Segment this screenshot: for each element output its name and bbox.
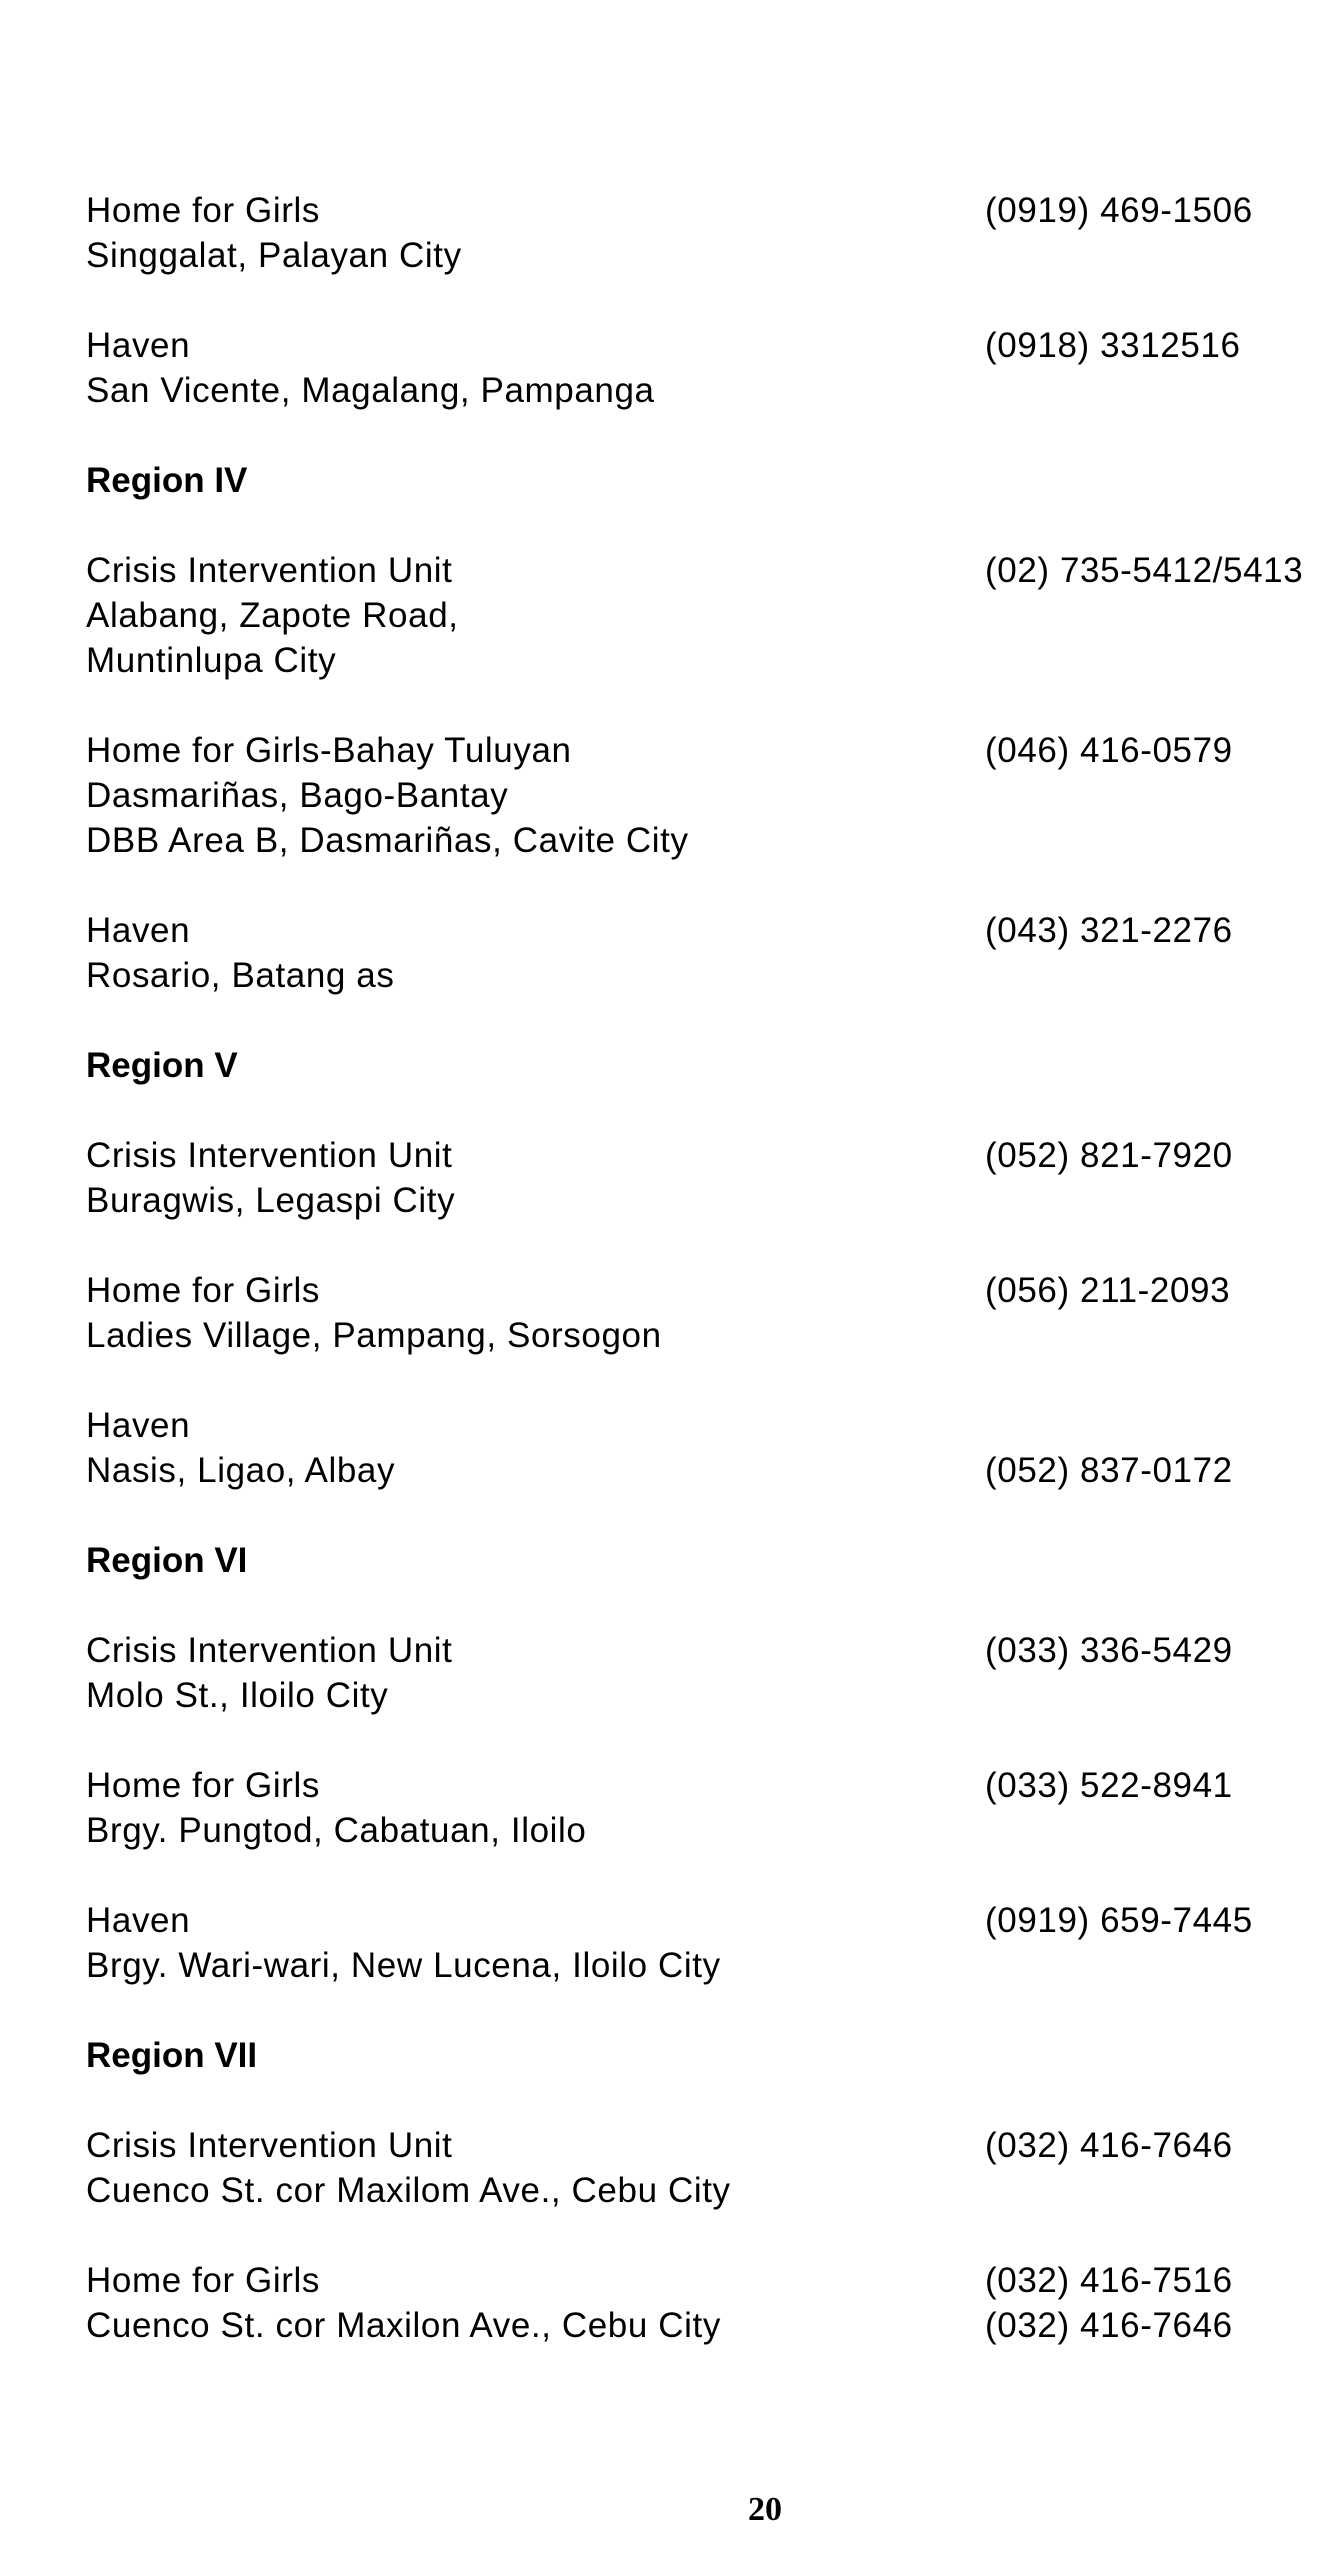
entry-phone: (046) 416-0579 — [985, 731, 1233, 770]
entry-name: Crisis Intervention Unit — [86, 551, 453, 590]
entry-address: Muntinlupa City — [86, 641, 337, 680]
entry-address: Dasmariñas, Bago-Bantay — [86, 776, 509, 815]
entry-address: Rosario, Batang as — [86, 956, 395, 995]
entry-phone: (02) 735-5412/5413 — [985, 551, 1304, 590]
entry-name: Home for Girls-Bahay Tuluyan — [86, 731, 572, 770]
entry-phone: (052) 821-7920 — [985, 1136, 1233, 1175]
entry-name: Home for Girls — [86, 1766, 320, 1805]
entry-phone: (033) 336-5429 — [985, 1631, 1233, 1670]
entry-phone: (043) 321-2276 — [985, 911, 1233, 950]
region-heading: Region IV — [86, 461, 248, 500]
entry-address: Brgy. Pungtod, Cabatuan, Iloilo — [86, 1811, 587, 1850]
region-heading: Region V — [86, 1046, 238, 1085]
entry-name: Haven — [86, 1901, 191, 1940]
entry-address: Singgalat, Palayan City — [86, 236, 462, 275]
entry-address: Molo St., Iloilo City — [86, 1676, 389, 1715]
entry-phone: (0919) 469-1506 — [985, 191, 1253, 230]
entry-name: Home for Girls — [86, 2261, 320, 2300]
entry-name: Crisis Intervention Unit — [86, 1136, 453, 1175]
entry-name: Home for Girls — [86, 1271, 320, 1310]
region-heading: Region VII — [86, 2036, 258, 2075]
entry-phone: (056) 211-2093 — [985, 1271, 1231, 1310]
entry-name: Crisis Intervention Unit — [86, 1631, 453, 1670]
entry-name: Haven — [86, 911, 191, 950]
entry-address: Brgy. Wari-wari, New Lucena, Iloilo City — [86, 1946, 721, 1985]
entry-address: Ladies Village, Pampang, Sorsogon — [86, 1316, 662, 1355]
entry-phone: (0919) 659-7445 — [985, 1901, 1253, 1940]
entry-address: DBB Area B, Dasmariñas, Cavite City — [86, 821, 689, 860]
entry-phone: (052) 837-0172 — [985, 1451, 1233, 1490]
entry-address: San Vicente, Magalang, Pampanga — [86, 371, 655, 410]
entry-name: Haven — [86, 1406, 191, 1445]
entry-address: Cuenco St. cor Maxilon Ave., Cebu City — [86, 2306, 721, 2345]
entry-phone: (0918) 3312516 — [985, 326, 1241, 365]
page-number: 20 — [748, 2491, 782, 2528]
entry-name: Home for Girls — [86, 191, 320, 230]
entry-phone: (032) 416-7646 — [985, 2126, 1233, 2165]
entry-address: Nasis, Ligao, Albay — [86, 1451, 396, 1490]
entry-name: Crisis Intervention Unit — [86, 2126, 453, 2165]
entry-address: Buragwis, Legaspi City — [86, 1181, 456, 1220]
entry-phone: (033) 522-8941 — [985, 1766, 1233, 1805]
entry-phone: (032) 416-7646 — [985, 2306, 1233, 2345]
entry-address: Alabang, Zapote Road, — [86, 596, 459, 635]
entry-name: Haven — [86, 326, 191, 365]
entry-phone: (032) 416-7516 — [985, 2261, 1233, 2300]
region-heading: Region VI — [86, 1541, 248, 1580]
entry-address: Cuenco St. cor Maxilom Ave., Cebu City — [86, 2171, 731, 2210]
